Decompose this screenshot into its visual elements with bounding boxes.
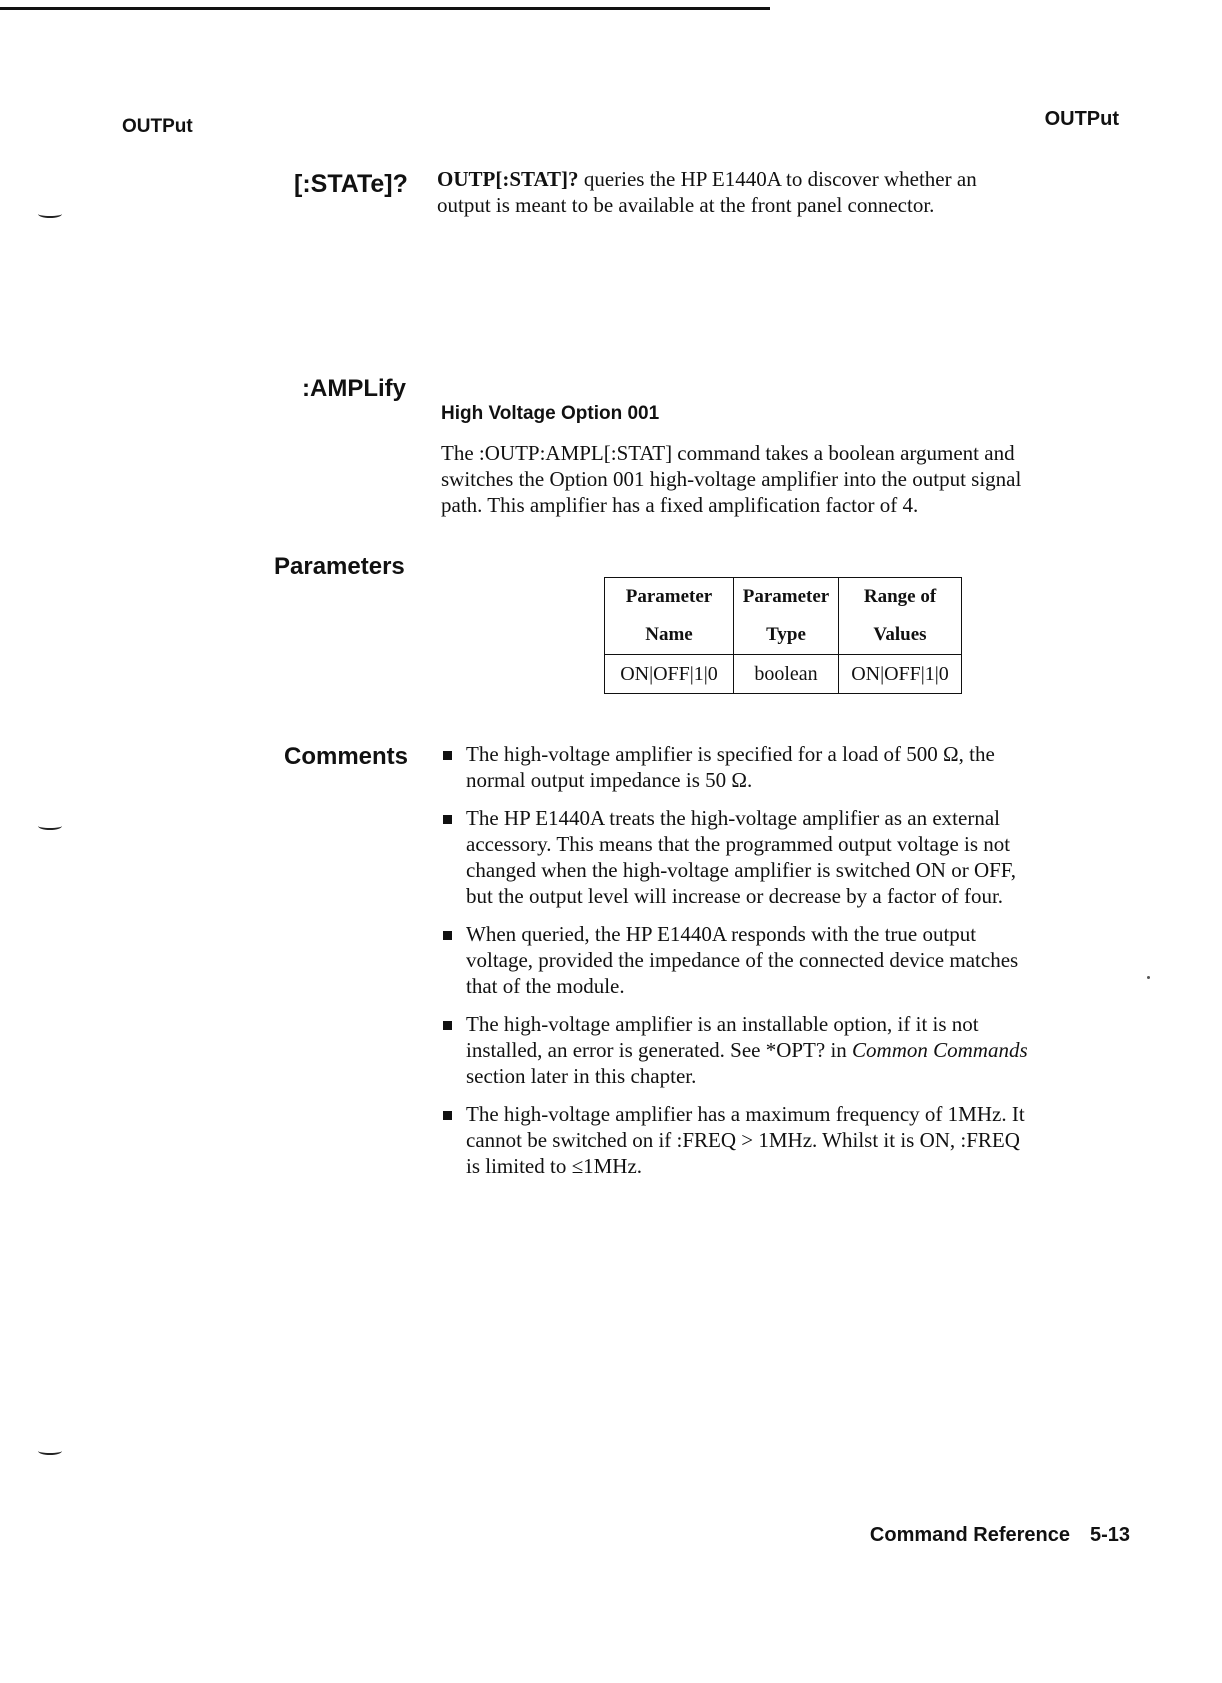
comment-line: section later in this chapter. — [466, 1064, 697, 1088]
comment-line: normal output impedance is 50 Ω. — [466, 768, 753, 792]
list-item — [441, 1011, 1141, 1089]
list-item — [441, 1101, 1141, 1179]
table-cell: ON|OFF|1|0 — [605, 655, 734, 694]
bullet-icon — [443, 815, 452, 824]
state-text: queries the HP E1440A to discover whether an — [578, 167, 977, 191]
bullet-icon — [443, 751, 452, 760]
table-header-row — [605, 578, 962, 655]
amplify-label: :AMPLify — [302, 375, 406, 402]
table-header-cell — [605, 578, 734, 655]
comment-reference: Common Commands — [852, 1038, 1028, 1062]
table-header-cell — [734, 578, 839, 655]
parameters-label: Parameters — [274, 553, 405, 580]
header-line: Parameter — [742, 586, 830, 607]
state-text: output is meant to be available at the front panel connector. — [437, 193, 935, 217]
comment-line: The HP E1440A treats the high-voltage amplifier as an external — [466, 806, 1000, 830]
page-number: 5-13 — [1089, 1524, 1130, 1546]
footer-section: Command Reference — [869, 1524, 1070, 1546]
comment-line: voltage, provided the impedance of the connected device matches — [466, 948, 1019, 972]
header-line: Values — [873, 624, 927, 645]
comment-line: When queried, the HP E1440A responds with the true output — [466, 922, 977, 946]
comment-line: is limited to ≤1MHz. — [466, 1154, 643, 1178]
binding-mark — [38, 1447, 62, 1455]
comment-text: installed, an error is generated. See *OPT? in — [466, 1038, 853, 1062]
running-header-left: OUTPut — [122, 116, 193, 137]
comment-line: cannot be switched on if :FREQ > 1MHz. Whilst it is ON, :FREQ — [466, 1128, 1020, 1152]
comment-line — [466, 1037, 1141, 1063]
state-description — [437, 166, 1137, 218]
amplify-text: The :OUTP:AMPL[:STAT] command takes a boolean argument and — [441, 441, 1015, 465]
amplify-subheading: High Voltage Option 001 — [441, 403, 660, 424]
binding-mark — [38, 822, 62, 830]
comments-list — [441, 741, 1141, 1191]
top-rule — [0, 7, 770, 10]
comment-line: but the output level will increase or decrease by a factor of four. — [466, 884, 1004, 908]
table-row — [605, 655, 962, 694]
comment-line: The high-voltage amplifier has a maximum frequency of 1MHz. It — [466, 1102, 1025, 1126]
amplify-description — [441, 440, 1161, 518]
state-label: [:STATe]? — [294, 170, 408, 198]
bullet-icon — [443, 1111, 452, 1120]
bullet-icon — [443, 931, 452, 940]
amplify-text: path. This amplifier has a fixed amplification factor of 4. — [441, 493, 919, 517]
list-item — [441, 741, 1141, 793]
bullet-icon — [443, 1021, 452, 1030]
header-line: Name — [645, 624, 693, 645]
header-line: Range of — [863, 586, 937, 607]
table-header-cell — [839, 578, 962, 655]
comment-line: that of the module. — [466, 974, 625, 998]
page-footer — [870, 1524, 1130, 1547]
table-cell: boolean — [734, 655, 839, 694]
scan-speck — [1147, 976, 1150, 979]
running-header-right: OUTPut — [1044, 108, 1119, 130]
amplify-text: switches the Option 001 high-voltage amplifier into the output signal — [441, 467, 1022, 491]
list-item — [441, 805, 1141, 909]
table-cell: ON|OFF|1|0 — [839, 655, 962, 694]
comment-line: changed when the high-voltage amplifier is switched ON or OFF, — [466, 858, 1017, 882]
comment-line: accessory. This means that the programmed output voltage is not — [466, 832, 1011, 856]
binding-mark — [38, 210, 62, 218]
header-line: Parameter — [625, 586, 713, 607]
list-item — [441, 921, 1141, 999]
parameters-table — [604, 577, 962, 694]
header-line: Type — [766, 624, 806, 645]
state-command: OUTP[:STAT]? — [437, 167, 579, 191]
comment-line: The high-voltage amplifier is an installable option, if it is not — [466, 1012, 979, 1036]
comments-label: Comments — [284, 743, 409, 770]
comment-line: The high-voltage amplifier is specified for a load of 500 Ω, the — [466, 742, 995, 766]
